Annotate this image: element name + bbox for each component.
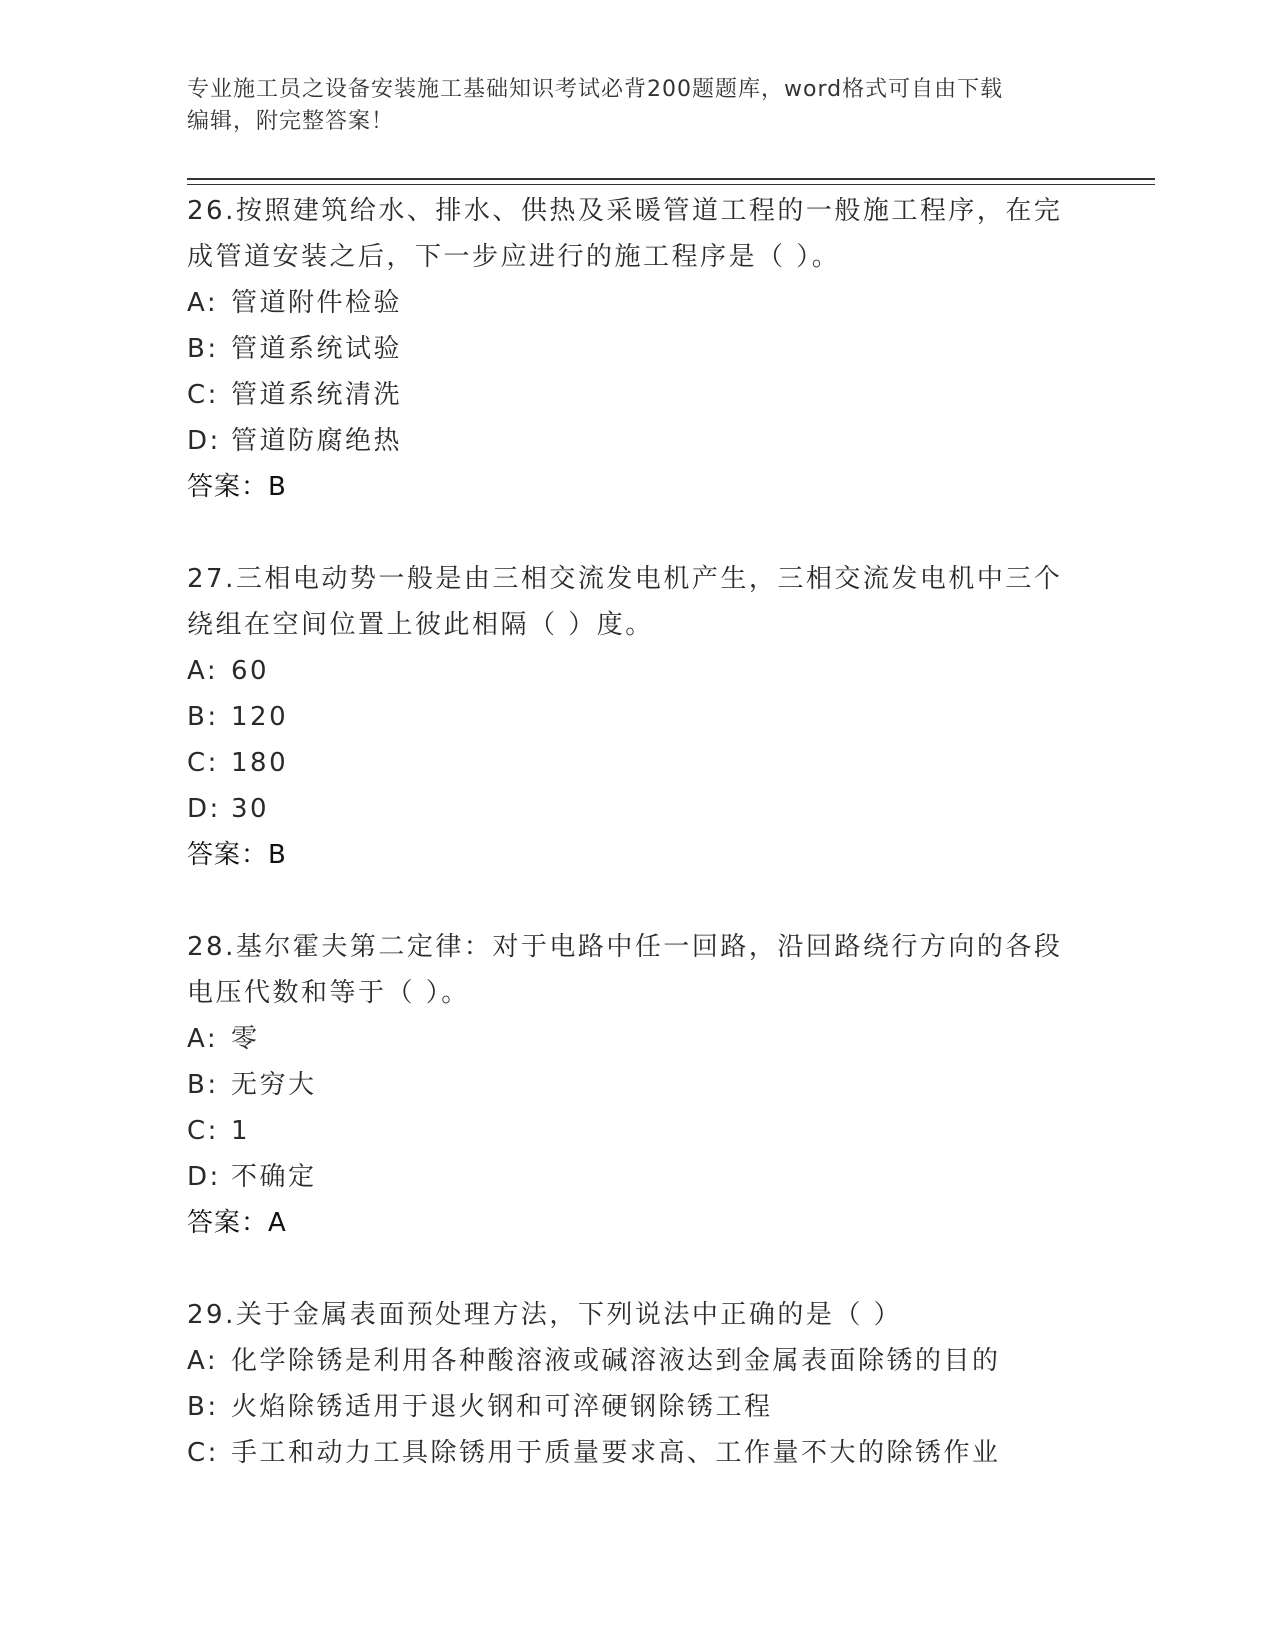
option-a — [187, 280, 1087, 326]
option-text: 不确定 — [231, 1162, 317, 1192]
option-a — [187, 648, 1087, 694]
header-divider-thin — [187, 184, 1155, 185]
question-text: 29.关于金属表面预处理方法，下列说法中正确的是（ ） — [187, 1300, 903, 1330]
option-text: 120 — [231, 702, 289, 732]
header-title-line-1: 专业施工员之设备安装施工基础知识考试必背200题题库，word格式可自由下载 — [187, 77, 1004, 102]
answer-line: 答案：B — [187, 840, 287, 870]
option-text: 火焰除锈适用于退火钢和可淬硬钢除锈工程 — [231, 1392, 773, 1422]
option-c — [187, 372, 1087, 418]
option-letter: D: — [187, 794, 221, 824]
question-29 — [187, 1292, 1087, 1476]
answer-line: 答案：A — [187, 1208, 287, 1238]
option-a — [187, 1338, 1087, 1384]
question-27 — [187, 556, 1087, 878]
option-letter: B: — [187, 1070, 219, 1100]
option-b — [187, 326, 1087, 372]
option-text: 管道防腐绝热 — [231, 426, 403, 456]
option-letter: B: — [187, 702, 219, 732]
option-a — [187, 1016, 1087, 1062]
header-title-line-2: 编辑，附完整答案！ — [187, 109, 395, 134]
option-text: 化学除锈是利用各种酸溶液或碱溶液达到金属表面除锈的目的 — [231, 1346, 1001, 1376]
option-d — [187, 1154, 1087, 1200]
option-text: 管道系统清洗 — [231, 380, 403, 410]
option-text: 手工和动力工具除锈用于质量要求高、工作量不大的除锈作业 — [231, 1438, 1001, 1468]
option-text: 1 — [231, 1116, 251, 1146]
question-text: 27.三相电动势一般是由三相交流发电机产生，三相交流发电机中三个绕组在空间位置上彼此相隔（ ）度。 — [187, 564, 1063, 640]
question-list — [187, 188, 1087, 1476]
option-c — [187, 1108, 1087, 1154]
option-text: 零 — [231, 1024, 260, 1054]
option-letter: C: — [187, 1438, 219, 1468]
option-c — [187, 1430, 1087, 1476]
option-letter: A: — [187, 1346, 219, 1376]
option-letter: C: — [187, 1116, 219, 1146]
option-letter: B: — [187, 1392, 219, 1422]
option-b — [187, 1384, 1087, 1430]
option-d — [187, 786, 1087, 832]
option-text: 无穷大 — [231, 1070, 317, 1100]
question-26 — [187, 188, 1087, 510]
option-c — [187, 740, 1087, 786]
option-b — [187, 694, 1087, 740]
option-letter: A: — [187, 1024, 219, 1054]
answer-line: 答案：B — [187, 472, 287, 502]
question-text: 26.按照建筑给水、排水、供热及采暖管道工程的一般施工程序，在完成管道安装之后，下一步应进行的施工程序是（ ）。 — [187, 196, 1063, 272]
document-header — [187, 74, 1067, 138]
option-text: 30 — [231, 794, 270, 824]
option-text: 管道附件检验 — [231, 288, 403, 318]
question-28 — [187, 924, 1087, 1246]
option-b — [187, 1062, 1087, 1108]
option-text: 60 — [231, 656, 270, 686]
option-letter: C: — [187, 380, 219, 410]
question-text: 28.基尔霍夫第二定律：对于电路中任一回路，沿回路绕行方向的各段电压代数和等于（ ）。 — [187, 932, 1063, 1008]
option-letter: A: — [187, 288, 219, 318]
header-divider-thick — [187, 178, 1155, 180]
option-letter: C: — [187, 748, 219, 778]
option-text: 180 — [231, 748, 289, 778]
option-text: 管道系统试验 — [231, 334, 403, 364]
option-letter: D: — [187, 1162, 221, 1192]
option-letter: D: — [187, 426, 221, 456]
option-letter: B: — [187, 334, 219, 364]
option-letter: A: — [187, 656, 219, 686]
option-d — [187, 418, 1087, 464]
